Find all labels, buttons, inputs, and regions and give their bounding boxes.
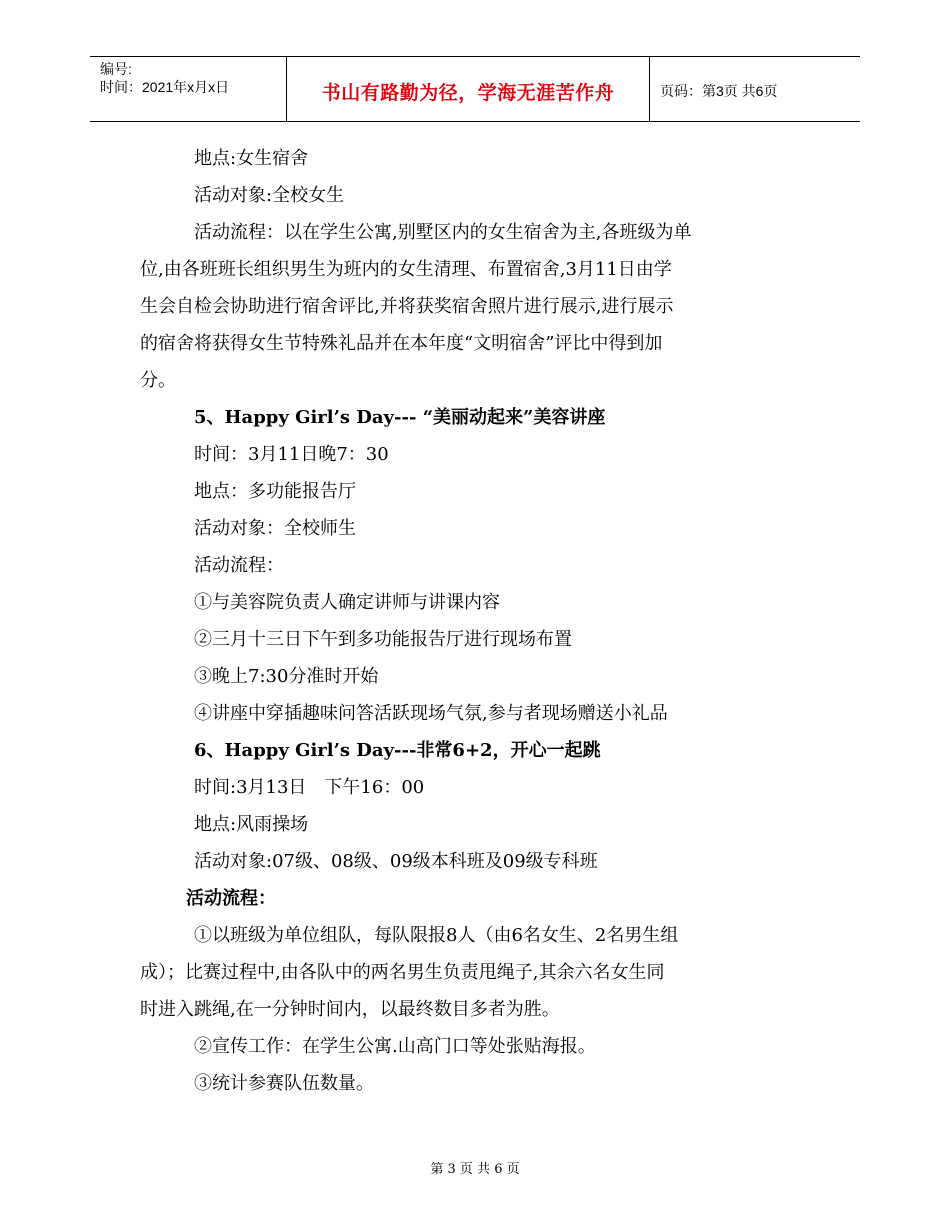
text-line: 位,由各班班长组织男生为班内的女生清理、布置宿舍,3月11日由学	[140, 259, 672, 280]
header-top-rule	[90, 56, 860, 57]
text-line: 活动对象：全校师生	[194, 518, 356, 539]
document-time-label: 时间：2021年x月x日	[100, 79, 230, 95]
text-line: 活动流程：	[186, 888, 276, 909]
header-bottom-rule	[90, 121, 860, 122]
text-line: 活动流程：以在学生公寓,别墅区内的女生宿舍为主,各班级为单	[194, 222, 692, 243]
text-line: ①与美容院负责人确定讲师与讲课内容	[194, 592, 500, 613]
text-line: 5、Happy Girl’s Day--- “美丽动起来”美容讲座	[194, 407, 606, 428]
document-number-label: 编号:	[100, 61, 132, 77]
text-line: 的宿舍将获得女生节特殊礼品并在本年度“文明宿舍”评比中得到加	[140, 333, 663, 354]
text-line: 地点：多功能报告厅	[194, 481, 356, 502]
header-divider-right	[649, 57, 650, 121]
text-line: ①以班级为单位组队，每队限报8人（由6名女生、2名男生组	[194, 925, 679, 946]
text-line: 分。	[140, 370, 176, 391]
text-line: ④讲座中穿插趣味问答活跃现场气氛,参与者现场赠送小礼品	[194, 703, 668, 724]
text-line: 时进入跳绳,在一分钟时间内，以最终数目多者为胜。	[140, 999, 560, 1020]
text-line: 时间:3月13日 下午16：00	[194, 777, 425, 798]
text-line: ②宣传工作：在学生公寓.山高门口等处张贴海报。	[194, 1036, 596, 1057]
text-line: 活动流程：	[194, 555, 284, 576]
text-line: ③晚上7:30分准时开始	[194, 666, 379, 687]
document-body	[140, 140, 820, 1102]
text-line: 时间：3月11日晚7：30	[194, 444, 389, 465]
page-footer: 第 3 页 共 6 页	[430, 1162, 520, 1177]
text-line: ③统计参赛队伍数量。	[194, 1073, 374, 1094]
header-page-info: 页码：第3页 共6页	[660, 83, 778, 99]
text-line: 6、Happy Girl’s Day---非常6+2，开心一起跳	[194, 740, 601, 761]
text-line: 活动对象:07级、08级、09级本科班及09级专科班	[194, 851, 598, 872]
text-line: ②三月十三日下午到多功能报告厅进行现场布置	[194, 629, 572, 650]
text-line: 生会自检会协助进行宿舍评比,并将获奖宿舍照片进行展示,进行展示	[140, 296, 674, 317]
text-line: 地点:女生宿舍	[194, 148, 309, 169]
header-motto: 书山有路勤为径，学海无涯苦作舟	[321, 82, 615, 104]
header-meta	[100, 60, 229, 96]
text-line: 地点:风雨操场	[194, 814, 309, 835]
text-line: 活动对象:全校女生	[194, 185, 345, 206]
text-line: 成）；比赛过程中,由各队中的两名男生负责甩绳子,其余六名女生同	[140, 962, 665, 983]
